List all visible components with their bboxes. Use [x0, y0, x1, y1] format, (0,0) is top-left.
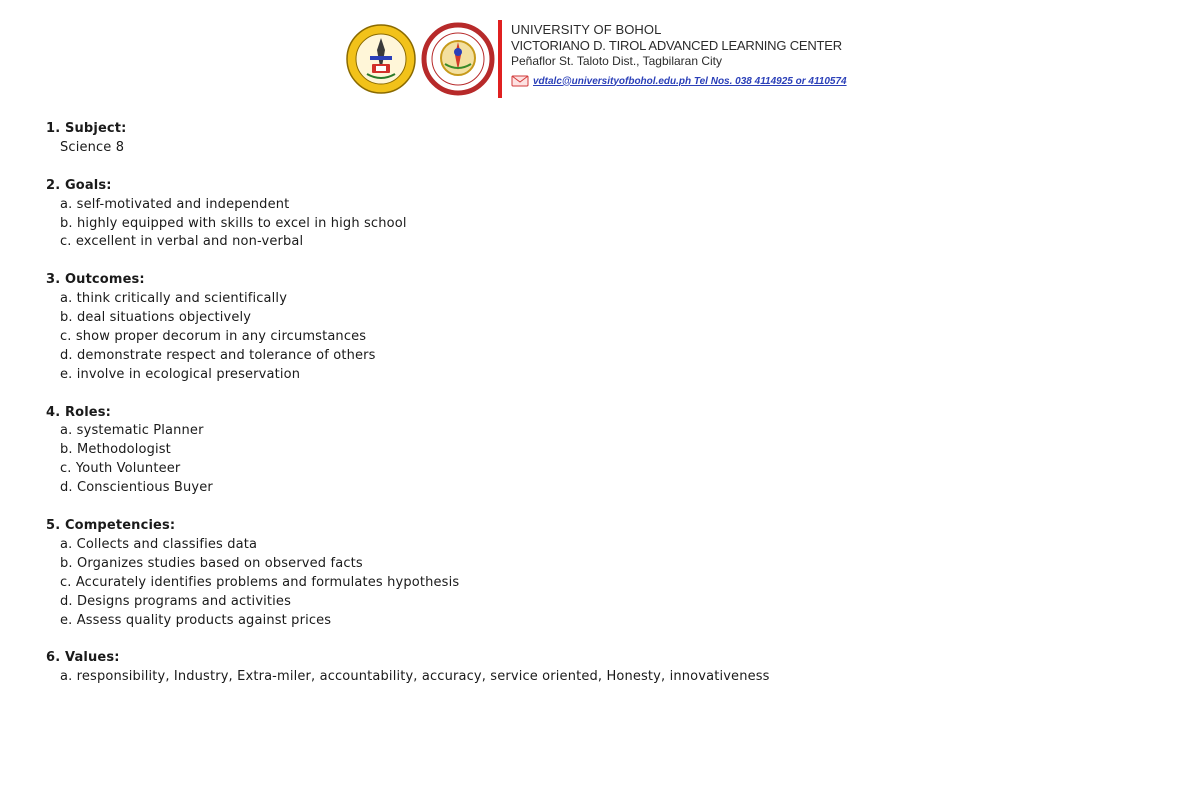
list-item: e. involve in ecological preservation [60, 366, 301, 382]
section-list [46, 290, 770, 385]
section-title: 6. Values: [46, 650, 120, 666]
vdtalc-seal-icon [421, 22, 495, 96]
section-3 [46, 271, 770, 384]
list-item: Science 8 [60, 139, 125, 155]
contact-text[interactable]: vdtalc@universityofbohol.edu.ph Tel Nos. 038 4114925 or 4110574 [533, 75, 847, 87]
list-item: c. show proper decorum in any circumstances [60, 328, 367, 344]
letterhead [343, 18, 903, 100]
section-5 [46, 517, 770, 630]
section-list [46, 668, 770, 687]
university-name: UNIVERSITY OF BOHOL [511, 22, 662, 37]
list-item: a. think critically and scientifically [60, 291, 288, 307]
section-title: 1. Subject: [46, 121, 127, 136]
mail-icon [511, 75, 529, 87]
list-item: e. Assess quality products against prices [60, 612, 332, 628]
list-item: d. demonstrate respect and tolerance of others [60, 347, 376, 363]
section-title: 5. Competencies: [46, 517, 176, 533]
section-list [46, 422, 770, 498]
section-title: 4. Roles: [46, 404, 112, 420]
section-2 [46, 177, 770, 253]
list-item: b. Organizes studies based on observed facts [60, 555, 363, 571]
section-list [46, 139, 770, 158]
address: Peñaflor St. Taloto Dist., Tagbilaran City [511, 54, 722, 68]
list-item: a. responsibility, Industry, Extra-miler, accountability, accuracy, service oriented, Honesty, innovativeness [60, 669, 770, 685]
section-title: 2. Goals: [46, 177, 112, 193]
letterhead-divider [498, 20, 502, 98]
section-1 [46, 120, 770, 158]
list-item: b. highly equipped with skills to excel in high school [60, 215, 407, 231]
university-of-bohol-seal-icon [345, 22, 417, 96]
section-list [46, 196, 770, 253]
document-body [46, 120, 770, 706]
list-item: c. Accurately identifies problems and formulates hypothesis [60, 574, 460, 590]
list-item: b. Methodologist [60, 442, 171, 458]
section-4 [46, 404, 770, 499]
list-item: d. Conscientious Buyer [60, 480, 213, 496]
center-name: VICTORIANO D. TIROL ADVANCED LEARNING CENTER [511, 38, 842, 53]
list-item: a. Collects and classifies data [60, 536, 258, 552]
list-item: a. self-motivated and independent [60, 196, 290, 212]
list-item: a. systematic Planner [60, 423, 204, 439]
list-item: d. Designs programs and activities [60, 593, 292, 609]
letterhead-text [511, 22, 847, 87]
contact-line[interactable] [511, 75, 847, 87]
list-item: c. Youth Volunteer [60, 461, 181, 477]
section-title: 3. Outcomes: [46, 272, 145, 288]
list-item: c. excellent in verbal and non-verbal [60, 234, 304, 250]
section-6 [46, 649, 770, 687]
section-list [46, 536, 770, 631]
list-item: b. deal situations objectively [60, 310, 252, 326]
